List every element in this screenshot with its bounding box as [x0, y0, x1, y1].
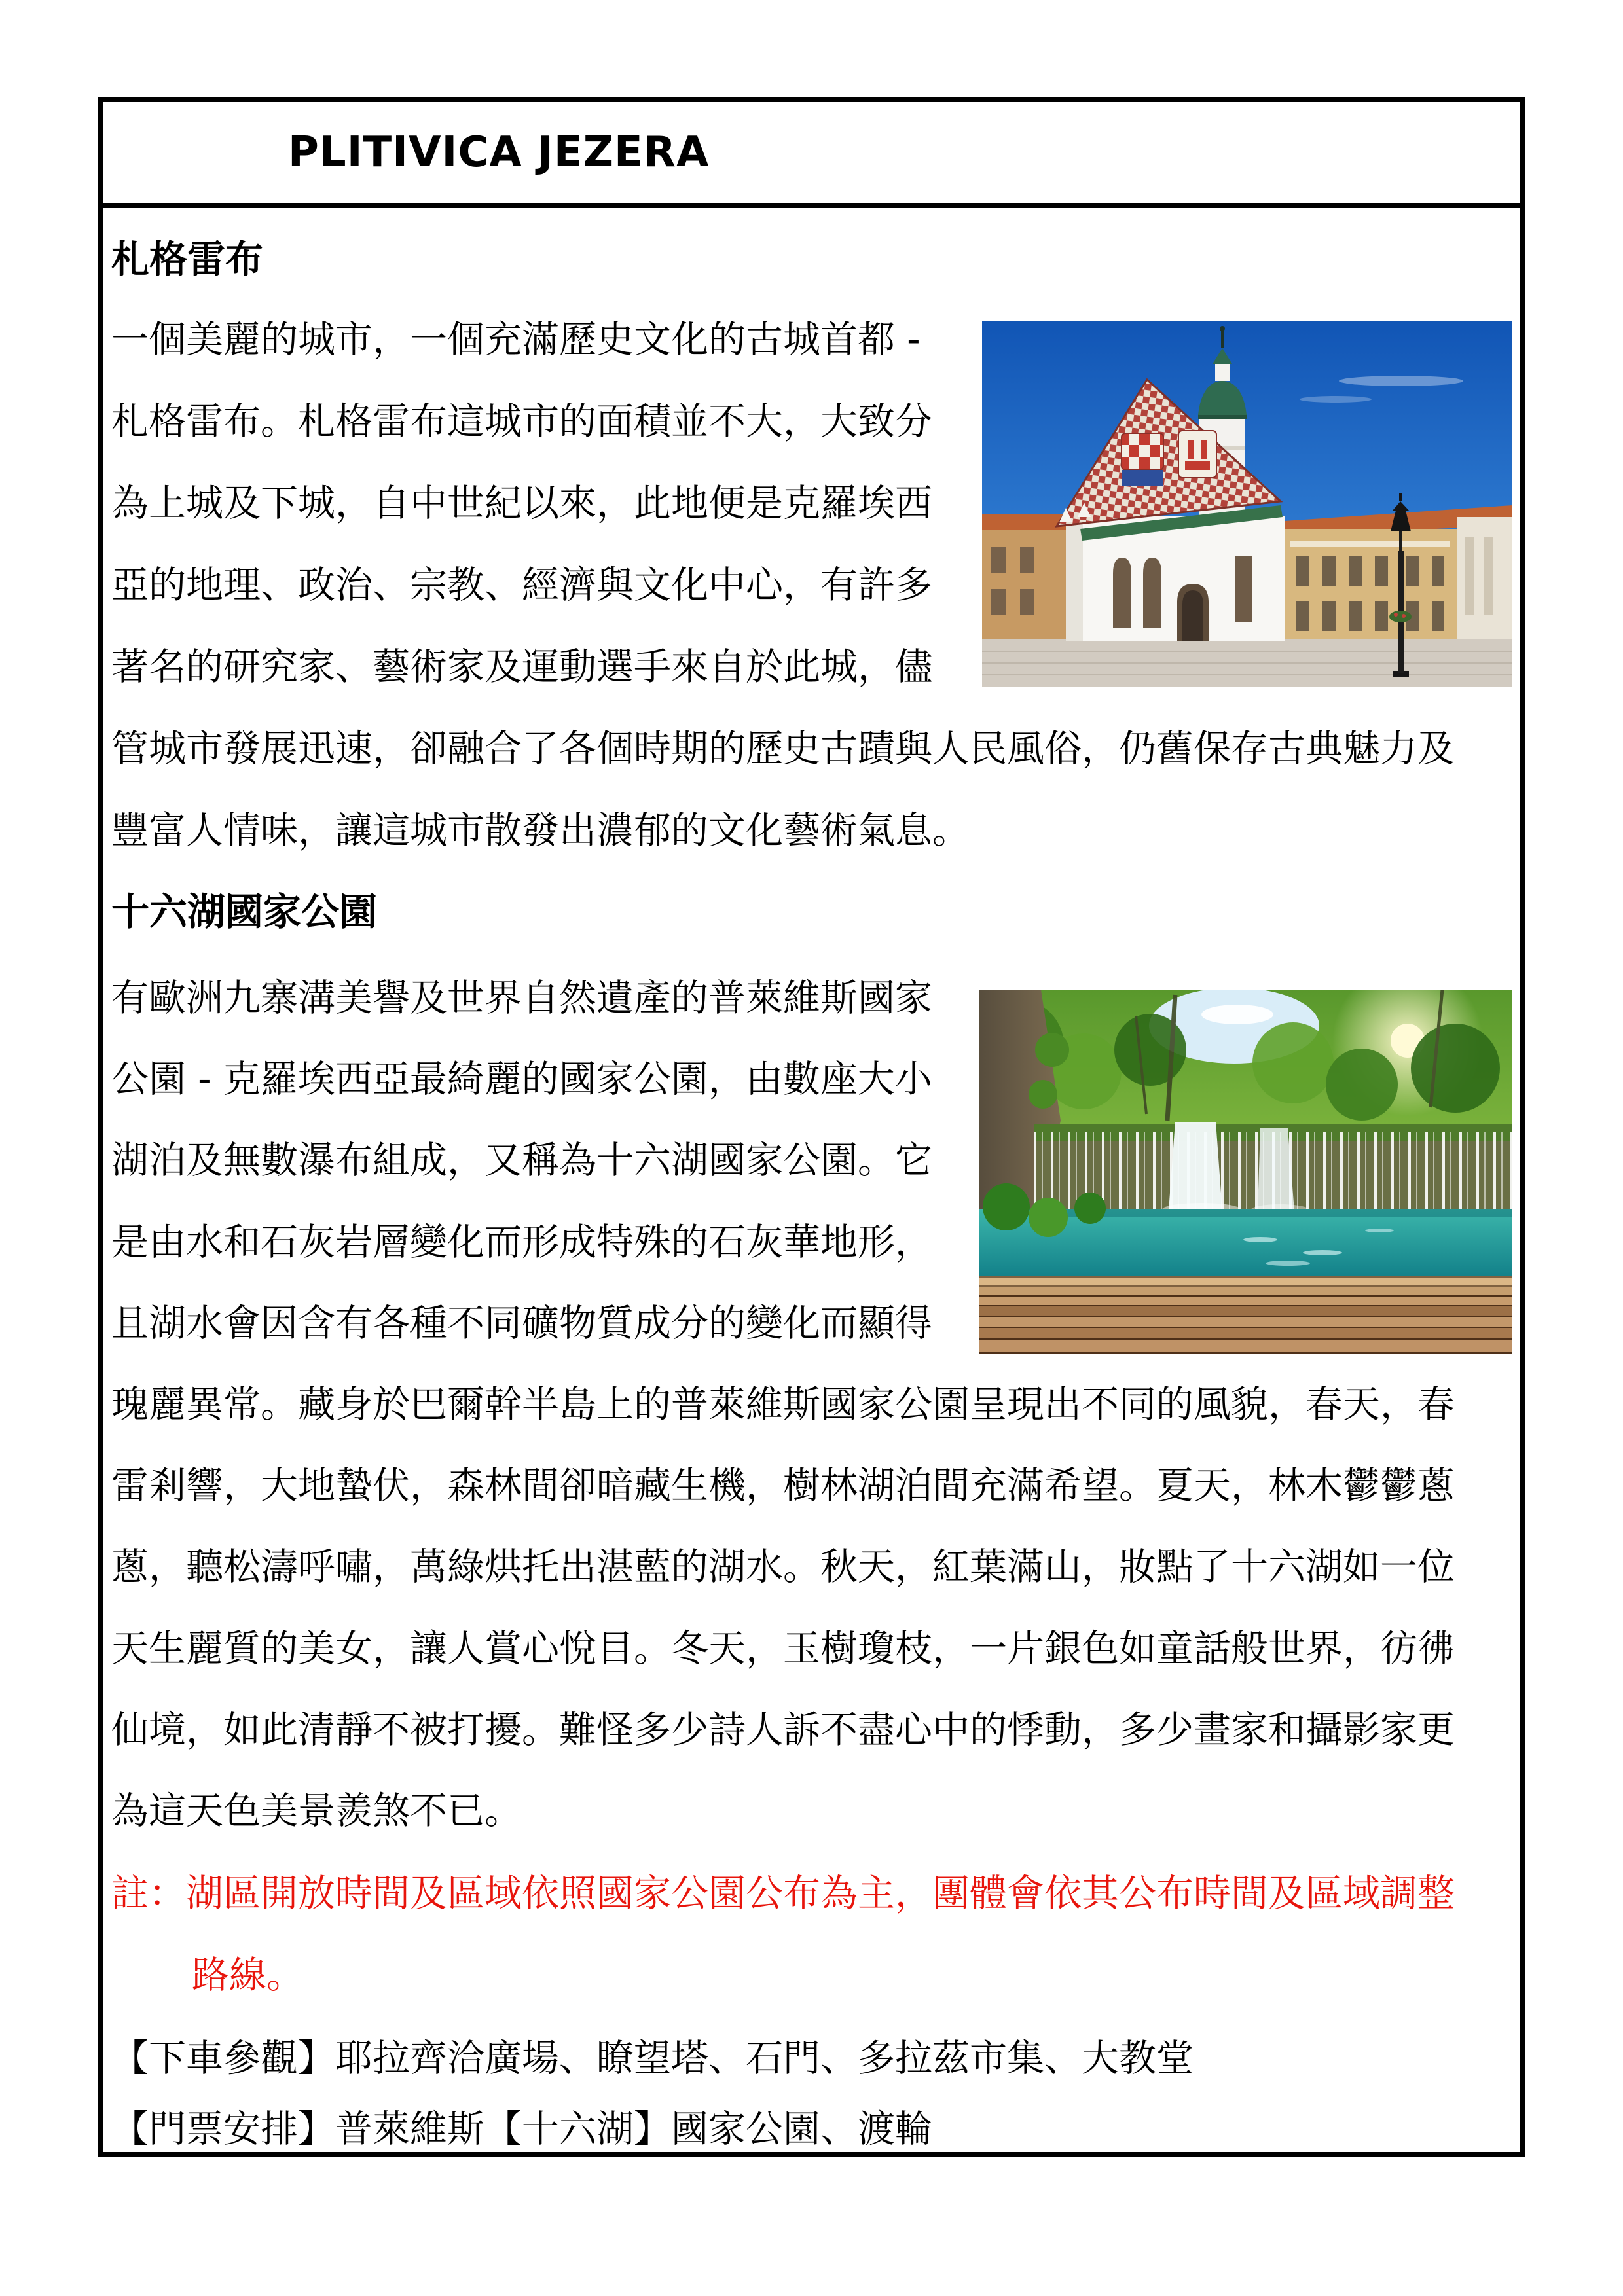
paragraph-line: 湖泊及無數瀑布組成，又稱為十六湖國家公園。它: [111, 1139, 932, 1182]
plitvice-lakes-illustration: [979, 990, 1512, 1354]
paragraph-line: 為這天色美景羨煞不已。: [111, 1789, 522, 1833]
zagreb-church-illustration: [982, 321, 1512, 687]
page-title: PLITIVICA JEZERA: [288, 128, 710, 177]
wooden-boardwalk: [979, 1276, 1512, 1354]
paragraph-line: 瑰麗異常。藏身於巴爾幹半島上的普萊維斯國家公園呈現出不同的風貌，春天，春: [111, 1383, 1455, 1426]
waterfall-cliff: [1034, 1122, 1512, 1216]
paragraph-line: 札格雷布。札格雷布這城市的面積並不大，大致分: [111, 400, 932, 443]
paragraph-line: 管城市發展迅速，卻融合了各個時期的歷史古蹟與人民風俗，仍舊保存古典魅力及: [111, 727, 1455, 770]
section-heading-zagreb: 札格雷布: [111, 237, 264, 281]
paragraph-line: 豐富人情味，讓這城市散發出濃郁的文化藝術氣息。: [111, 809, 970, 852]
section-heading-plitvice: 十六湖國家公園: [111, 889, 378, 934]
main-waterfall: [1169, 1122, 1222, 1211]
ticket-line: 【門票安排】普萊維斯【十六湖】國家公園、渡輪: [111, 2108, 932, 2151]
paragraph-line: 仙境，如此清靜不被打擾。難怪多少詩人訴不盡心中的悸動，多少畫家和攝影家更: [111, 1708, 1455, 1751]
paragraph-line: 亞的地理、政治、宗教、經濟與文化中心，有許多: [111, 564, 932, 607]
sightseeing-line: 【下車參觀】耶拉齊洽廣場、瞭望塔、石門、多拉茲市集、大教堂: [111, 2037, 1194, 2080]
note-line: 路線。: [192, 1954, 304, 1997]
paragraph-line: 蔥，聽松濤呼嘯，萬綠烘托出湛藍的湖水。秋天，紅葉滿山，妝點了十六湖如一位: [111, 1545, 1455, 1588]
paragraph-line: 為上城及下城，自中世紀以來，此地便是克羅埃西: [111, 482, 932, 525]
paragraph-line: 天生麗質的美女，讓人賞心悅目。冬天，玉樹瓊枝，一片銀色如童話般世界，彷彿: [111, 1627, 1455, 1670]
paragraph-line: 公園 - 克羅埃西亞最綺麗的國家公園，由數座大小: [111, 1058, 932, 1101]
paragraph-line: 著名的研究家、藝術家及運動選手來自於此城，儘: [111, 645, 932, 689]
plaza: [982, 639, 1512, 687]
zagreb-church-photo: [982, 321, 1512, 687]
paragraph-line: 是由水和石灰岩層變化而形成特殊的石灰華地形，: [111, 1221, 932, 1264]
paragraph-line: 且湖水會因含有各種不同礦物質成分的變化而顯得: [111, 1302, 932, 1345]
paragraph-line: 一個美麗的城市，一個充滿歷史文化的古城首都 -: [111, 318, 921, 361]
paragraph-line: 雷剎響，大地蟄伏，森林間卻暗藏生機，樹林湖泊間充滿希望。夏天，林木鬱鬱蔥: [111, 1464, 1455, 1507]
note-line: 註：湖區開放時間及區域依照國家公園公布為主，團體會依其公布時間及區域調整: [111, 1872, 1455, 1915]
plitvice-lakes-photo: [979, 990, 1512, 1354]
title-bar: [103, 102, 1520, 208]
paragraph-line: 有歐洲九寨溝美譽及世界自然遺產的普萊維斯國家: [111, 977, 932, 1020]
